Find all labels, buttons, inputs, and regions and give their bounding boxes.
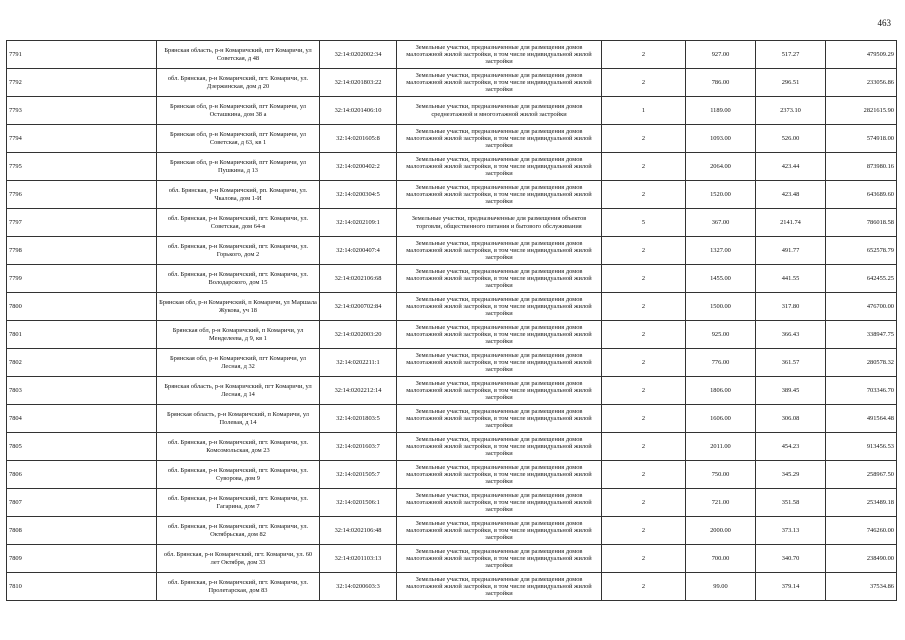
land-use-cell: Земельные участки, предназначенные для размещения домов малоэтажной жилой застройки, в том числе индивидуальной жилой застройки bbox=[397, 461, 602, 489]
class-cell: 2 bbox=[602, 69, 686, 97]
class-cell: 1 bbox=[602, 97, 686, 125]
class-cell: 2 bbox=[602, 545, 686, 573]
class-cell: 2 bbox=[602, 377, 686, 405]
unit-value-cell: 345.29 bbox=[756, 461, 826, 489]
page-number: 463 bbox=[877, 18, 891, 28]
class-cell: 2 bbox=[602, 349, 686, 377]
unit-value-cell: 351.58 bbox=[756, 489, 826, 517]
row-number: 7793 bbox=[7, 97, 157, 125]
table-row bbox=[7, 461, 897, 489]
cadastral-value-cell: 873980.16 bbox=[826, 153, 897, 181]
class-cell: 2 bbox=[602, 489, 686, 517]
cadastral-value-cell: 280578.32 bbox=[826, 349, 897, 377]
table-body bbox=[7, 41, 897, 601]
table-row bbox=[7, 125, 897, 153]
cadastral-number-cell: 32:14:0202003:20 bbox=[320, 321, 397, 349]
land-use-cell: Земельные участки, предназначенные для размещения домов малоэтажной жилой застройки, в том числе индивидуальной жилой застройки bbox=[397, 545, 602, 573]
table-row bbox=[7, 377, 897, 405]
area-cell: 1520.00 bbox=[686, 181, 756, 209]
table-row bbox=[7, 573, 897, 601]
address-cell: обл. Брянская, р-н Комаричский, пгт. Комаричи, ул. Гагарина, дом 7 bbox=[157, 489, 320, 517]
unit-value-cell: 361.57 bbox=[756, 349, 826, 377]
area-cell: 2011.00 bbox=[686, 433, 756, 461]
row-number: 7795 bbox=[7, 153, 157, 181]
cadastral-value-cell: 476700.00 bbox=[826, 293, 897, 321]
cadastral-number-cell: 32:14:0201603:7 bbox=[320, 433, 397, 461]
row-number: 7801 bbox=[7, 321, 157, 349]
land-use-cell: Земельные участки, предназначенные для размещения домов малоэтажной жилой застройки, в том числе индивидуальной жилой застройки bbox=[397, 181, 602, 209]
area-cell: 99.00 bbox=[686, 573, 756, 601]
address-cell: Брянская область, р-н Комаричский, пгт Комаричи, ул Лесная, д 14 bbox=[157, 377, 320, 405]
table-row bbox=[7, 153, 897, 181]
table-row bbox=[7, 97, 897, 125]
class-cell: 2 bbox=[602, 41, 686, 69]
unit-value-cell: 317.80 bbox=[756, 293, 826, 321]
address-cell: обл. Брянская, р-н Комаричский, пгт. Комаричи, ул. Комсомольская, дом 23 bbox=[157, 433, 320, 461]
cadastral-number-cell: 32:14:0200603:3 bbox=[320, 573, 397, 601]
class-cell: 2 bbox=[602, 265, 686, 293]
table-row bbox=[7, 545, 897, 573]
class-cell: 2 bbox=[602, 181, 686, 209]
unit-value-cell: 373.13 bbox=[756, 517, 826, 545]
unit-value-cell: 491.77 bbox=[756, 237, 826, 265]
land-use-cell: Земельные участки, предназначенные для размещения домов малоэтажной жилой застройки, в том числе индивидуальной жилой застройки bbox=[397, 41, 602, 69]
cadastral-number-cell: 32:14:0200407:4 bbox=[320, 237, 397, 265]
row-number: 7803 bbox=[7, 377, 157, 405]
land-use-cell: Земельные участки, предназначенные для размещения домов малоэтажной жилой застройки, в том числе индивидуальной жилой застройки bbox=[397, 573, 602, 601]
unit-value-cell: 423.44 bbox=[756, 153, 826, 181]
unit-value-cell: 379.14 bbox=[756, 573, 826, 601]
land-use-cell: Земельные участки, предназначенные для размещения домов малоэтажной жилой застройки, в том числе индивидуальной жилой застройки bbox=[397, 125, 602, 153]
area-cell: 1455.00 bbox=[686, 265, 756, 293]
land-use-cell: Земельные участки, предназначенные для размещения домов малоэтажной жилой застройки, в том числе индивидуальной жилой застройки bbox=[397, 265, 602, 293]
address-cell: обл. Брянская, р-н Комаричский, пгт. Комаричи, ул. Володарского, дом 15 bbox=[157, 265, 320, 293]
area-cell: 776.00 bbox=[686, 349, 756, 377]
cadastral-number-cell: 32:14:0202106:68 bbox=[320, 265, 397, 293]
table-row bbox=[7, 321, 897, 349]
row-number: 7805 bbox=[7, 433, 157, 461]
cadastral-number-cell: 32:14:0200702:84 bbox=[320, 293, 397, 321]
class-cell: 2 bbox=[602, 573, 686, 601]
cadastral-value-cell: 574918.00 bbox=[826, 125, 897, 153]
cadastral-number-cell: 32:14:0201803:5 bbox=[320, 405, 397, 433]
row-number: 7792 bbox=[7, 69, 157, 97]
area-cell: 1806.00 bbox=[686, 377, 756, 405]
table-row bbox=[7, 41, 897, 69]
table-row bbox=[7, 489, 897, 517]
class-cell: 2 bbox=[602, 237, 686, 265]
cadastral-value-cell: 233056.86 bbox=[826, 69, 897, 97]
cadastral-value-cell: 786018.58 bbox=[826, 209, 897, 237]
unit-value-cell: 389.45 bbox=[756, 377, 826, 405]
unit-value-cell: 340.70 bbox=[756, 545, 826, 573]
cadastral-value-cell: 652578.79 bbox=[826, 237, 897, 265]
area-cell: 786.00 bbox=[686, 69, 756, 97]
table-row bbox=[7, 265, 897, 293]
table-row bbox=[7, 237, 897, 265]
cadastral-number-cell: 32:14:0201506:1 bbox=[320, 489, 397, 517]
address-cell: обл. Брянская, р-н Комаричский, пгт. Комаричи, ул. Октябрьская, дом 82 bbox=[157, 517, 320, 545]
address-cell: обл. Брянская, р-н Комаричский, пгт. Комаричи, ул. 60 лет Октября, дом 33 bbox=[157, 545, 320, 573]
address-cell: обл. Брянская, р-н Комаричский, пгт. Комаричи, ул. Горького, дом 2 bbox=[157, 237, 320, 265]
land-use-cell: Земельные участки, предназначенные для размещения домов малоэтажной жилой застройки, в том числе индивидуальной жилой застройки bbox=[397, 349, 602, 377]
row-number: 7806 bbox=[7, 461, 157, 489]
area-cell: 1500.00 bbox=[686, 293, 756, 321]
cadastral-number-cell: 32:14:0202109:1 bbox=[320, 209, 397, 237]
row-number: 7807 bbox=[7, 489, 157, 517]
address-cell: Брянская обл, р-н Комаричский, п Комаричи, ул Маршала Жукова, уч 18 bbox=[157, 293, 320, 321]
row-number: 7802 bbox=[7, 349, 157, 377]
address-cell: обл. Брянская, р-н Комаричский, пгт. Комаричи, ул. Суворова, дом 9 bbox=[157, 461, 320, 489]
cadastral-number-cell: 32:14:0200304:5 bbox=[320, 181, 397, 209]
land-use-cell: Земельные участки, предназначенные для размещения домов среднеэтажной и многоэтажной жилой застройки bbox=[397, 97, 602, 125]
address-cell: Брянская обл, р-н Комаричский, пгт Комаричи, ул Лесная, д 32 bbox=[157, 349, 320, 377]
land-use-cell: Земельные участки, предназначенные для размещения домов малоэтажной жилой застройки, в том числе индивидуальной жилой застройки bbox=[397, 489, 602, 517]
area-cell: 721.00 bbox=[686, 489, 756, 517]
area-cell: 925.00 bbox=[686, 321, 756, 349]
area-cell: 1093.00 bbox=[686, 125, 756, 153]
area-cell: 367.00 bbox=[686, 209, 756, 237]
area-cell: 1327.00 bbox=[686, 237, 756, 265]
cadastral-value-cell: 37534.86 bbox=[826, 573, 897, 601]
cadastral-number-cell: 32:14:0202212:14 bbox=[320, 377, 397, 405]
cadastral-value-cell: 491564.48 bbox=[826, 405, 897, 433]
area-cell: 1189.00 bbox=[686, 97, 756, 125]
land-use-cell: Земельные участки, предназначенные для размещения домов малоэтажной жилой застройки, в том числе индивидуальной жилой застройки bbox=[397, 293, 602, 321]
cadastral-number-cell: 32:14:0201103:13 bbox=[320, 545, 397, 573]
cadastral-value-cell: 642455.25 bbox=[826, 265, 897, 293]
address-cell: Брянская обл, р-н Комаричский, п Комаричи, ул Менделеева, д 9, кв 1 bbox=[157, 321, 320, 349]
table-row bbox=[7, 293, 897, 321]
address-cell: Брянская область, р-н Комаричский, п Комаричи, ул Полевая, д 14 bbox=[157, 405, 320, 433]
cadastral-value-cell: 643689.60 bbox=[826, 181, 897, 209]
cadastral-number-cell: 32:14:0202002:34 bbox=[320, 41, 397, 69]
cadastral-number-cell: 32:14:0201406:10 bbox=[320, 97, 397, 125]
table-row bbox=[7, 405, 897, 433]
area-cell: 750.00 bbox=[686, 461, 756, 489]
cadastral-value-cell: 913456.53 bbox=[826, 433, 897, 461]
cadastral-value-cell: 703346.70 bbox=[826, 377, 897, 405]
cadastral-value-cell: 253489.18 bbox=[826, 489, 897, 517]
land-use-cell: Земельные участки, предназначенные для размещения домов малоэтажной жилой застройки, в том числе индивидуальной жилой застройки bbox=[397, 237, 602, 265]
area-cell: 2064.00 bbox=[686, 153, 756, 181]
cadastral-number-cell: 32:14:0201505:7 bbox=[320, 461, 397, 489]
class-cell: 2 bbox=[602, 405, 686, 433]
row-number: 7797 bbox=[7, 209, 157, 237]
land-use-cell: Земельные участки, предназначенные для размещения домов малоэтажной жилой застройки, в том числе индивидуальной жилой застройки bbox=[397, 517, 602, 545]
unit-value-cell: 454.23 bbox=[756, 433, 826, 461]
land-use-cell: Земельные участки, предназначенные для размещения домов малоэтажной жилой застройки, в том числе индивидуальной жилой застройки bbox=[397, 153, 602, 181]
cadastral-number-cell: 32:14:0201803:22 bbox=[320, 69, 397, 97]
address-cell: обл. Брянская, р-н Комаричский, пгт. Комаричи, ул. Советская, дом 64-в bbox=[157, 209, 320, 237]
land-use-cell: Земельные участки, предназначенные для размещения домов малоэтажной жилой застройки, в том числе индивидуальной жилой застройки bbox=[397, 321, 602, 349]
land-registry-table bbox=[6, 40, 897, 601]
unit-value-cell: 306.08 bbox=[756, 405, 826, 433]
unit-value-cell: 2141.74 bbox=[756, 209, 826, 237]
land-use-cell: Земельные участки, предназначенные для размещения домов малоэтажной жилой застройки, в том числе индивидуальной жилой застройки bbox=[397, 433, 602, 461]
class-cell: 2 bbox=[602, 293, 686, 321]
row-number: 7808 bbox=[7, 517, 157, 545]
unit-value-cell: 366.43 bbox=[756, 321, 826, 349]
row-number: 7794 bbox=[7, 125, 157, 153]
cadastral-value-cell: 746260.00 bbox=[826, 517, 897, 545]
row-number: 7799 bbox=[7, 265, 157, 293]
land-use-cell: Земельные участки, предназначенные для размещения домов малоэтажной жилой застройки, в том числе индивидуальной жилой застройки bbox=[397, 405, 602, 433]
unit-value-cell: 517.27 bbox=[756, 41, 826, 69]
unit-value-cell: 423.48 bbox=[756, 181, 826, 209]
class-cell: 2 bbox=[602, 433, 686, 461]
class-cell: 5 bbox=[602, 209, 686, 237]
area-cell: 927.00 bbox=[686, 41, 756, 69]
cadastral-number-cell: 32:14:0202106:48 bbox=[320, 517, 397, 545]
address-cell: Брянская обл, р-н Комаричский, пгт Комаричи, ул Советская, д 63, кв 1 bbox=[157, 125, 320, 153]
area-cell: 2000.00 bbox=[686, 517, 756, 545]
land-use-cell: Земельные участки, предназначенные для размещения домов малоэтажной жилой застройки, в том числе индивидуальной жилой застройки bbox=[397, 377, 602, 405]
row-number: 7800 bbox=[7, 293, 157, 321]
table-row bbox=[7, 433, 897, 461]
cadastral-value-cell: 2821615.90 bbox=[826, 97, 897, 125]
class-cell: 2 bbox=[602, 125, 686, 153]
address-cell: Брянская область, р-н Комаричский, пгт Комаричи, ул Советская, д 48 bbox=[157, 41, 320, 69]
address-cell: обл. Брянская, р-н Комаричский, пгт. Комаричи, ул. Дзержинская, дом д 20 bbox=[157, 69, 320, 97]
cadastral-number-cell: 32:14:0200402:2 bbox=[320, 153, 397, 181]
cadastral-number-cell: 32:14:0201605:8 bbox=[320, 125, 397, 153]
land-use-cell: Земельные участки, предназначенные для размещения домов малоэтажной жилой застройки, в том числе индивидуальной жилой застройки bbox=[397, 69, 602, 97]
class-cell: 2 bbox=[602, 461, 686, 489]
unit-value-cell: 526.00 bbox=[756, 125, 826, 153]
row-number: 7798 bbox=[7, 237, 157, 265]
unit-value-cell: 296.51 bbox=[756, 69, 826, 97]
address-cell: обл. Брянская, р-н Комаричский, рп. Комаричи, ул. Чкалова, дом 1-И bbox=[157, 181, 320, 209]
table-row bbox=[7, 69, 897, 97]
table-row bbox=[7, 349, 897, 377]
class-cell: 2 bbox=[602, 517, 686, 545]
row-number: 7810 bbox=[7, 573, 157, 601]
cadastral-number-cell: 32:14:0202211:1 bbox=[320, 349, 397, 377]
row-number: 7809 bbox=[7, 545, 157, 573]
class-cell: 2 bbox=[602, 321, 686, 349]
address-cell: обл. Брянская, р-н Комаричский, пгт. Комаричи, ул. Пролетарская, дом 83 bbox=[157, 573, 320, 601]
row-number: 7796 bbox=[7, 181, 157, 209]
cadastral-value-cell: 338947.75 bbox=[826, 321, 897, 349]
table-row bbox=[7, 209, 897, 237]
cadastral-value-cell: 258967.50 bbox=[826, 461, 897, 489]
area-cell: 1606.00 bbox=[686, 405, 756, 433]
table-row bbox=[7, 517, 897, 545]
area-cell: 700.00 bbox=[686, 545, 756, 573]
cadastral-value-cell: 479509.29 bbox=[826, 41, 897, 69]
address-cell: Брянская обл, р-н Комаричский, пгт Комаричи, ул Пушкина, д 13 bbox=[157, 153, 320, 181]
address-cell: Брянская обл, р-н Комаричский, пгт Комаричи, ул Осташкина, дом 38 а bbox=[157, 97, 320, 125]
unit-value-cell: 2373.10 bbox=[756, 97, 826, 125]
row-number: 7791 bbox=[7, 41, 157, 69]
class-cell: 2 bbox=[602, 153, 686, 181]
land-use-cell: Земельные участки, предназначенные для размещения объектов торговли, общественного питания и бытового обслуживания bbox=[397, 209, 602, 237]
row-number: 7804 bbox=[7, 405, 157, 433]
unit-value-cell: 441.55 bbox=[756, 265, 826, 293]
cadastral-value-cell: 238490.00 bbox=[826, 545, 897, 573]
table-row bbox=[7, 181, 897, 209]
